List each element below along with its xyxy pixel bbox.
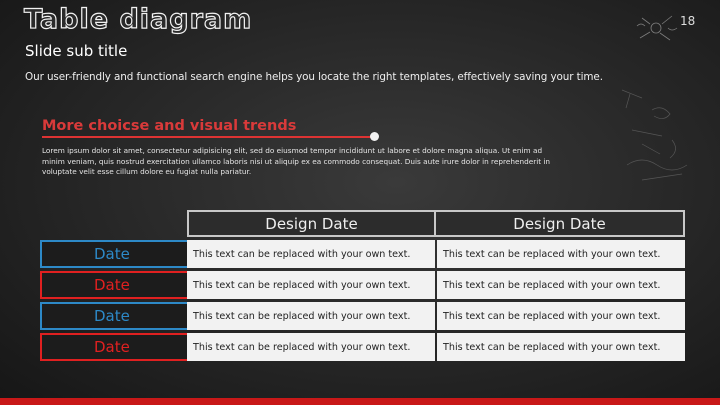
table-cell: This text can be replaced with your own text. <box>187 240 435 268</box>
section-body: Lorem ipsum dolor sit amet, consectetur adipisicing elit, sed do eiusmod tempor incididunt ut labore et dolore magna aliqua. Ut enim ad minim veniam, quis nostrud exercitation ullamco laboris nisi ut aliquip ex ea commodo consequat. Duis aute irure dolor in reprehenderit in voluptate velit esse cillum dolore eu fugiat nulla pariatur. <box>42 146 551 176</box>
table-cell: This text can be replaced with your own text. <box>437 302 685 330</box>
row-label: Date <box>40 240 187 268</box>
bottom-accent-bar <box>0 398 720 405</box>
row-label: Date <box>40 302 187 330</box>
row-label: Date <box>40 271 187 299</box>
section-underline <box>42 136 374 138</box>
table-cell: This text can be replaced with your own text. <box>187 302 435 330</box>
chalk-doodle-icon <box>632 8 682 48</box>
table-cell: This text can be replaced with your own text. <box>187 333 435 361</box>
table-header-1: Design Date <box>187 210 436 237</box>
slide-description: Our user-friendly and functional search engine helps you locate the right templates, effectively saving your time. <box>25 71 603 83</box>
chalk-scribble-icon <box>612 80 712 190</box>
table-cell: This text can be replaced with your own text. <box>437 240 685 268</box>
table-cell: This text can be replaced with your own text. <box>437 271 685 299</box>
row-label: Date <box>40 333 187 361</box>
slide-number: 18 <box>680 14 696 28</box>
section-heading: More choicse and visual trends <box>42 118 297 134</box>
slide-subtitle: Slide sub title <box>25 42 128 60</box>
table-cell: This text can be replaced with your own text. <box>187 271 435 299</box>
table-cell: This text can be replaced with your own text. <box>437 333 685 361</box>
slide-title: Table diagram <box>24 4 253 35</box>
table-header-2: Design Date <box>434 210 685 237</box>
section-underline-dot <box>370 132 379 141</box>
